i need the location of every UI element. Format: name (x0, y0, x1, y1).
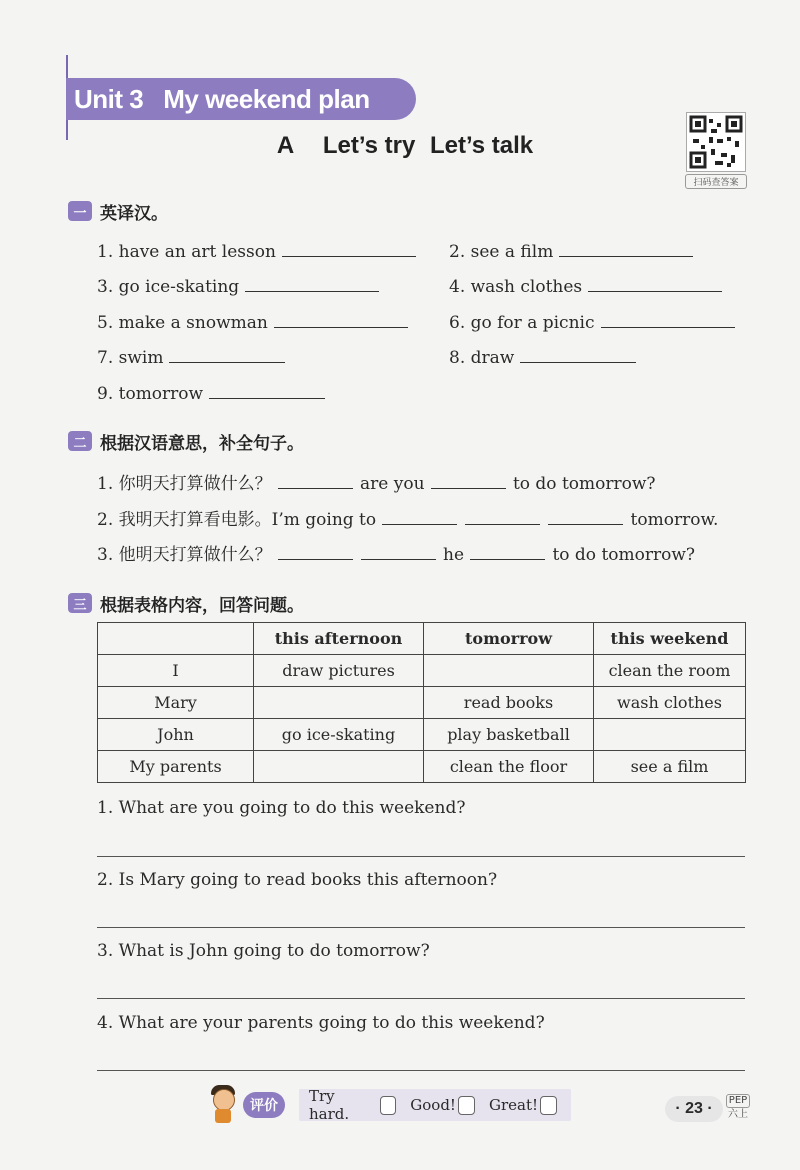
eval-option-try-hard (309, 1087, 396, 1123)
section3-badge: 三 (68, 593, 92, 613)
table-header: this afternoon (254, 623, 424, 655)
table-row (98, 687, 746, 719)
s2-end: to do tomorrow? (512, 474, 656, 494)
table-cell: Mary (98, 687, 254, 719)
table-cell: see a film (594, 751, 746, 783)
answer-blank[interactable] (282, 238, 416, 257)
qr-label: 扫码查答案 (685, 174, 747, 189)
answer-blank[interactable] (274, 309, 408, 328)
section1-title: 英译汉。 (100, 203, 168, 224)
s1-item-2 (449, 238, 693, 262)
section1-header (68, 199, 168, 223)
unit-title: My weekend plan (163, 84, 370, 114)
answer-blank[interactable] (601, 309, 735, 328)
s2-prefix: 1. 你明天打算做什么？ (97, 474, 272, 494)
evaluation-panel (299, 1089, 571, 1121)
grade-label: 六上 (728, 1109, 748, 1120)
eval-option-label: Great! (488, 1096, 538, 1114)
table-cell (254, 687, 424, 719)
eval-option-good (410, 1096, 475, 1115)
s2-sentence-2 (97, 505, 718, 530)
table-cell: I (98, 655, 254, 687)
question-1: 1. What are you going to do this weekend? (97, 798, 466, 818)
table-cell: play basketball (424, 719, 594, 751)
table-cell: John (98, 719, 254, 751)
table-cell: wash clothes (594, 687, 746, 719)
section2-badge: 二 (68, 431, 92, 451)
answer-blank[interactable] (245, 273, 379, 292)
answer-blank[interactable] (278, 470, 353, 489)
page-number: · 23 · (665, 1096, 723, 1122)
answer-blank[interactable] (278, 541, 353, 560)
answer-blank[interactable] (559, 238, 693, 257)
table-cell: clean the floor (424, 751, 594, 783)
plan-table (97, 622, 746, 783)
s1-item-text: 5. make a snowman (97, 313, 268, 333)
s1-item-4 (449, 273, 722, 297)
s1-item-7 (97, 344, 285, 368)
table-cell: go ice-skating (254, 719, 424, 751)
s1-item-5 (97, 309, 408, 333)
answer-blank[interactable] (520, 344, 636, 363)
s2-sentence-3 (97, 540, 695, 565)
s2-prefix: 3. 他明天打算做什么？ (97, 545, 272, 565)
s1-item-3 (97, 273, 379, 297)
section3-header (68, 591, 304, 615)
table-row (98, 719, 746, 751)
table-cell: My parents (98, 751, 254, 783)
answer-blank[interactable] (588, 273, 722, 292)
table-cell: draw pictures (254, 655, 424, 687)
table-header: this weekend (594, 623, 746, 655)
table-header (98, 623, 254, 655)
answer-blank[interactable] (465, 506, 540, 525)
s1-item-9 (97, 380, 325, 404)
s1-item-text: 1. have an art lesson (97, 242, 276, 262)
s2-mid: he (443, 545, 465, 565)
checkbox[interactable] (458, 1096, 475, 1115)
checkbox[interactable] (380, 1096, 397, 1115)
s1-item-text: 6. go for a picnic (449, 313, 595, 333)
question-2: 2. Is Mary going to read books this afternoon? (97, 870, 498, 890)
subtitle-part1: Let’s try (322, 132, 416, 159)
answer-blank[interactable] (169, 344, 285, 363)
answer-blank[interactable] (470, 541, 545, 560)
table-header-row (98, 623, 746, 655)
answer-blank[interactable] (209, 380, 325, 399)
section2-title: 根据汉语意思，补全句子。 (100, 433, 304, 454)
s2-end: to do tomorrow? (552, 545, 696, 565)
cartoon-kid-icon (205, 1083, 241, 1127)
question-4: 4. What are your parents going to do this weekend? (97, 1013, 545, 1033)
s2-prefix: 2. 我明天打算看电影。I’m going to (97, 510, 377, 530)
answer-line-3[interactable] (97, 998, 745, 999)
s1-item-8 (449, 344, 636, 368)
answer-line-1[interactable] (97, 856, 745, 857)
edition-tag (726, 1094, 750, 1121)
table-cell (424, 655, 594, 687)
eval-option-label: Try hard. (309, 1087, 350, 1123)
answer-line-4[interactable] (97, 1070, 745, 1071)
s1-item-6 (449, 309, 735, 333)
section3-title: 根据表格内容，回答问题。 (100, 595, 304, 616)
section1-badge: 一 (68, 201, 92, 221)
answer-blank[interactable] (548, 506, 623, 525)
pep-label: PEP (726, 1094, 750, 1108)
answer-blank[interactable] (382, 506, 457, 525)
table-row (98, 751, 746, 783)
table-cell (594, 719, 746, 751)
s1-item-text: 9. tomorrow (97, 384, 204, 404)
table-cell: clean the room (594, 655, 746, 687)
table-row (98, 655, 746, 687)
s2-sentence-1 (97, 469, 656, 494)
table-cell (254, 751, 424, 783)
unit-banner (66, 78, 416, 120)
evaluation-bar (205, 1082, 571, 1128)
unit-label: Unit 3 (74, 84, 144, 114)
table-header: tomorrow (424, 623, 594, 655)
checkbox[interactable] (540, 1096, 557, 1115)
section2-header (68, 429, 304, 453)
s1-item-text: 8. draw (449, 348, 515, 368)
s1-item-text: 2. see a film (449, 242, 554, 262)
eval-option-great (489, 1096, 557, 1115)
table-cell: read books (424, 687, 594, 719)
s1-item-text: 4. wash clothes (449, 277, 583, 297)
subtitle-part2: Let’s talk (430, 132, 534, 159)
s2-mid: are you (360, 474, 425, 494)
subtitle-letter: A (276, 132, 295, 159)
answer-line-2[interactable] (97, 927, 745, 928)
s1-item-1 (97, 238, 416, 262)
s1-item-text: 7. swim (97, 348, 164, 368)
evaluation-badge: 评价 (243, 1092, 285, 1118)
lesson-subtitle (0, 132, 800, 160)
question-3: 3. What is John going to do tomorrow? (97, 941, 430, 961)
qr-code-icon (686, 112, 746, 172)
s2-end: tomorrow. (630, 510, 719, 530)
eval-option-label: Good! (410, 1096, 456, 1114)
s1-item-text: 3. go ice-skating (97, 277, 240, 297)
answer-blank[interactable] (361, 541, 436, 560)
answer-blank[interactable] (431, 470, 506, 489)
qr-code[interactable] (685, 112, 747, 186)
